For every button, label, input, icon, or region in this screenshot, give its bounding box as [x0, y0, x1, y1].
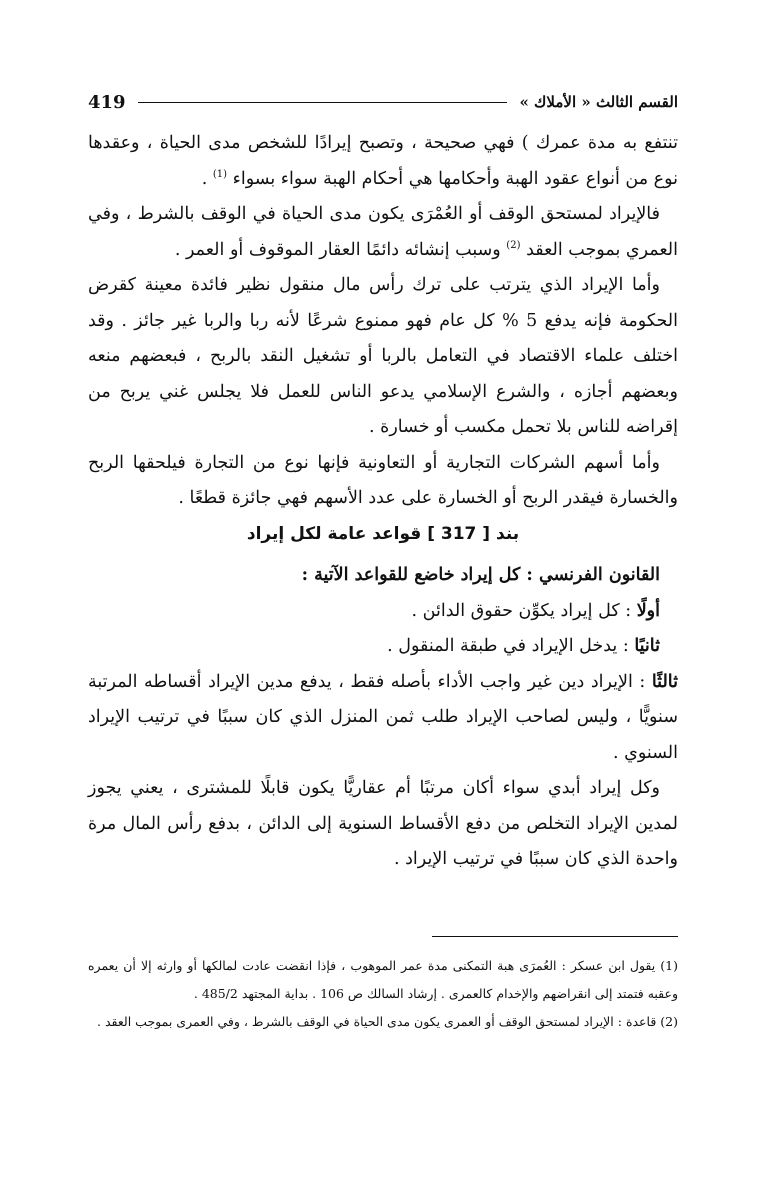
paragraph-5: وكل إيراد أبدي سواء أكان مرتبًا أم عقاريًّا يكون قابلًا للمشترى ، يعني يجوز لمدين الإيراد التخلص من دفع الأقساط السنوية إلى الدائن ، بدفع رأس المال مرة واحدة الذي كان سببًا في ترتيب الإيراد . [88, 778, 678, 869]
paragraph-1: تنتفع به مدة عمرك ) فهي صحيحة ، وتصبح إيرادًا للشخص مدى الحياة ، وعقدها نوع من أنواع عقود الهبة وأحكامها هي أحكام الهبة سواء بسواء $^{(1)}$ . [88, 133, 678, 189]
footnote-1: (1) يقول ابن عسكر : العُمرَى هبة التمكنى مدة عمر الموهوب ، فإذا انقضت عادت لمالكها أو وارثه إلا أن يعمره وعقبه فتمتد إلى انقراضهم والإخدام كالعمرى . إرشاد السالك ص 106 . بداية المجتهد 485/2 . [88, 958, 678, 1001]
rule-3: ثالثًا : الإيراد دين غير واجب الأداء بأصله فقط ، يدفع مدين الإيراد أقساطه المرتبة سنويًّا ، وليس لصاحب الإيراد طلب ثمن المنزل الذي كان سببًا في ترتيب الإيراد السنوي . [88, 671, 678, 763]
paragraph-2: فالإيراد لمستحق الوقف أو العُمْرَى يكون مدى الحياة في الوقف بالشرط ، وفي العمري بموجب العقد $^{(2)}$ وسبب إنشائه دائمًا العقار الموقوف أو العمر . [88, 204, 678, 260]
footnote-ref-2[interactable]: (2) [506, 239, 521, 251]
rule-1: أولًا : كل إيراد يكوِّن حقوق الدائن . [411, 600, 660, 621]
footnote-separator [432, 936, 678, 937]
section-heading: بند [ 317 ] قواعد عامة لكل إيراد [246, 523, 520, 544]
paragraph-3: وأما الإيراد الذي يترتب على ترك رأس مال منقول نظير فائدة معينة كقرض الحكومة فإنه يدفع 5 % كل عام فهو ممنوع شرعًا لأنه ربا والربا غير جائز . وقد اختلف علماء الاقتصاد في التعامل بالربا أو تشغيل النقد بالربح ، فبعضهم منعه وبعضهم أجازه ، والشرع الإسلامي يدعو الناس للعمل فلا يجلس غني يربح من إقراضه للناس بلا تحمل مكسب أو خسارة . [88, 275, 678, 437]
header-rule [138, 102, 508, 103]
running-title: القسم الثالث « الأملاك » [519, 93, 678, 111]
running-header [88, 88, 678, 116]
rule-2: ثانيًا : يدخل الإيراد في طبقة المنقول . [387, 636, 660, 656]
footnote-2: (2) قاعدة : الإيراد لمستحق الوقف أو العمرى يكون مدى الحياة في الوقف بالشرط ، وفي العمرى بموجب العقد . [97, 1014, 678, 1029]
paragraph-4: وأما أسهم الشركات التجارية أو التعاونية فإنها نوع من التجارة فيلحقها الربح والخسارة فيقدر الربح أو الخسارة على عدد الأسهم فهي جائزة قطعًا . [88, 452, 678, 508]
footnote-ref-1[interactable]: (1) [212, 168, 228, 180]
main-text [88, 126, 678, 878]
page-number: 419 [88, 91, 126, 113]
law-intro: القانون الفرنسي : كل إيراد خاضع للقواعد الآتية : [301, 565, 660, 585]
footnotes [88, 952, 678, 1036]
